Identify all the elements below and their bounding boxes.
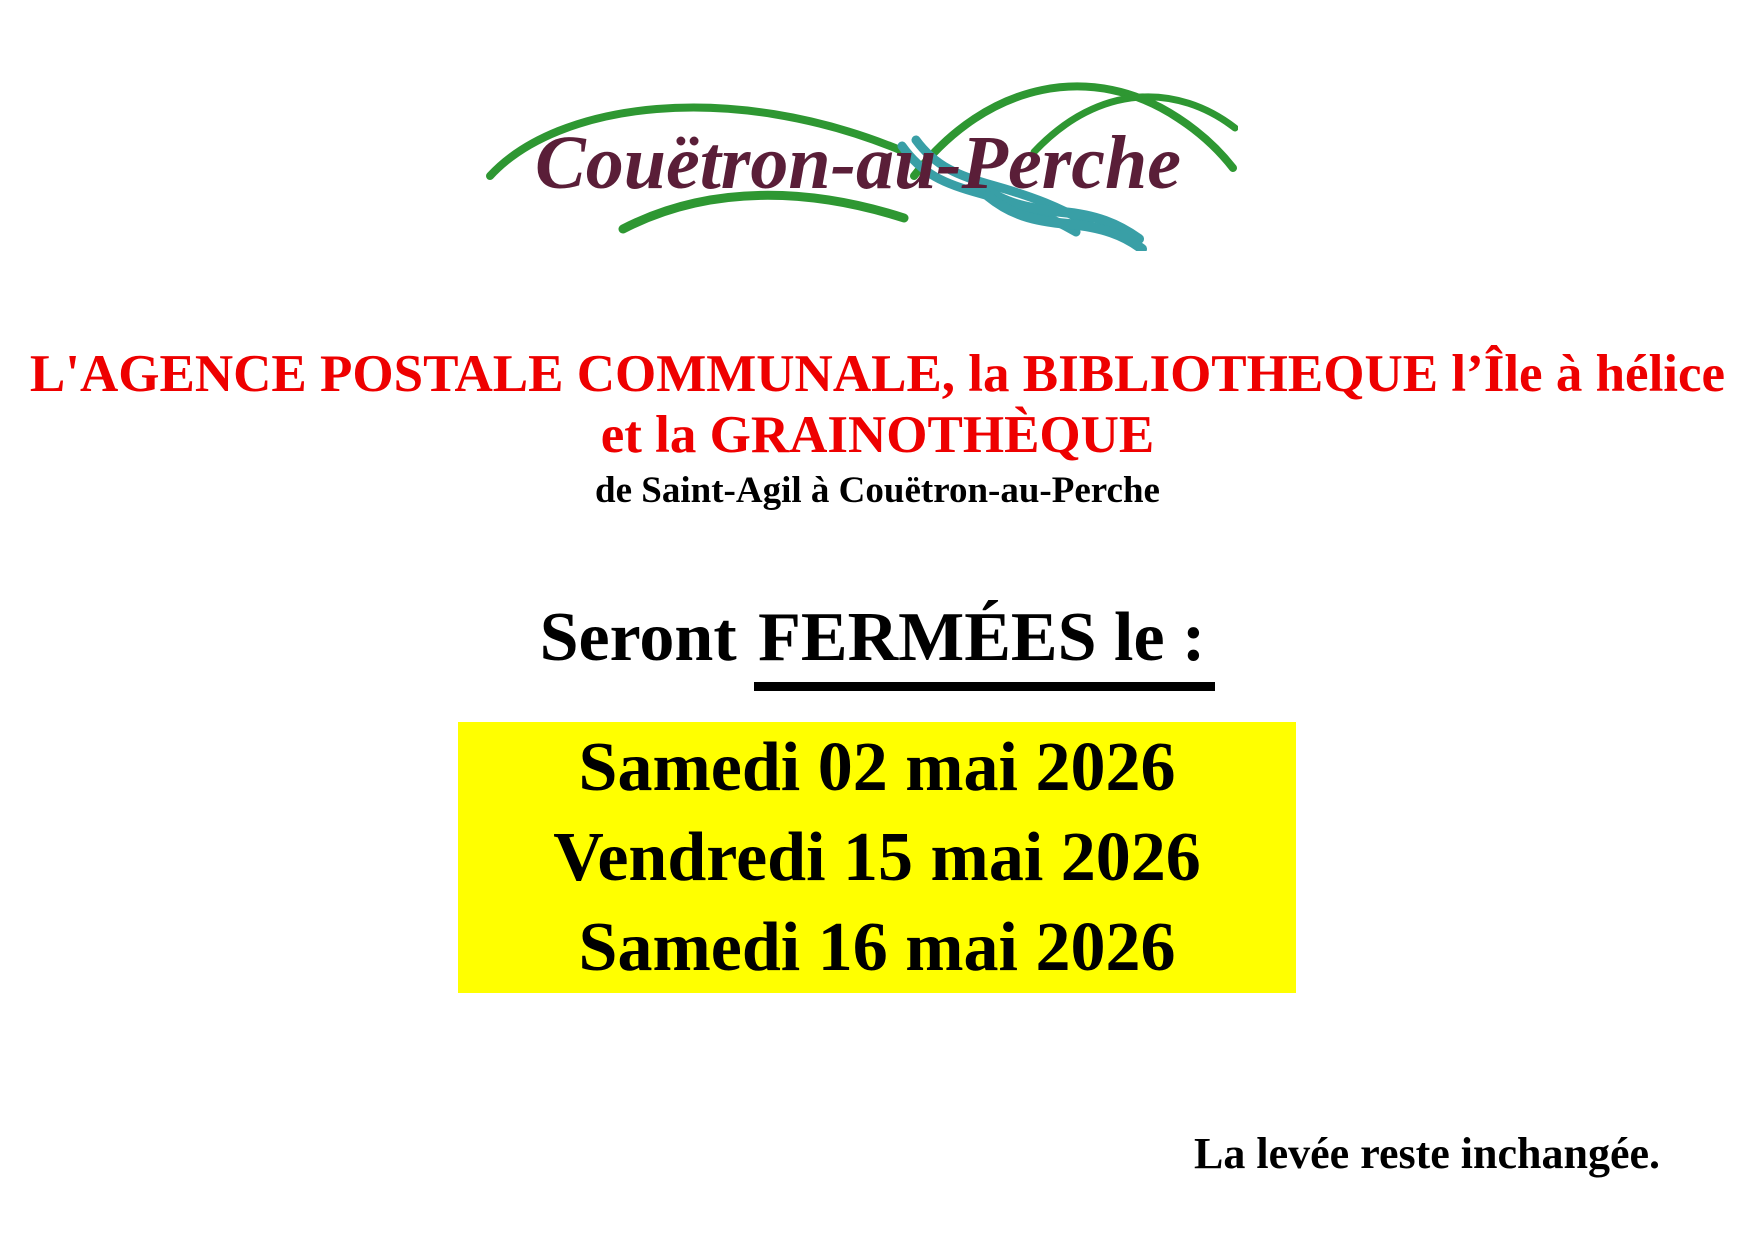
- closure-dates-highlight: [458, 722, 1296, 993]
- closure-statement-underlined: FERMÉES le :: [754, 596, 1215, 691]
- closure-date-2: Vendredi 15 mai 2026: [553, 818, 1201, 896]
- heading-subtitle: de Saint-Agil à Couëtron-au-Perche: [595, 470, 1160, 511]
- closure-statement-prefix: Seront: [539, 599, 755, 676]
- commune-logo: [478, 66, 1238, 251]
- logo-wordmark: Couëtron-au-Perche: [535, 121, 1181, 205]
- heading-red-line1: L'AGENCE POSTALE COMMUNALE, la BIBLIOTHEQUE l’Île à hélice: [29, 345, 1726, 403]
- heading-red-line2: et la GRAINOTHÈQUE: [600, 406, 1155, 464]
- closure-date-1: Samedi 02 mai 2026: [578, 728, 1176, 806]
- closure-statement: [0, 596, 1755, 691]
- footer-note: La levée reste inchangée.: [1194, 1129, 1660, 1178]
- closure-date-3: Samedi 16 mai 2026: [578, 908, 1176, 986]
- heading-red: [0, 344, 1755, 466]
